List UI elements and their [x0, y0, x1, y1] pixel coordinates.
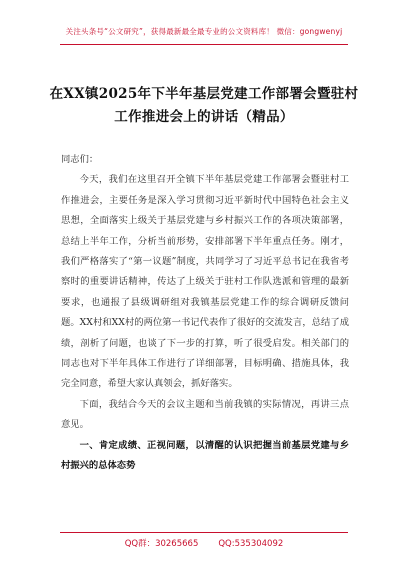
salutation: 同志们： [61, 154, 99, 165]
title-line-1: 在XX镇2025年下半年基层党建工作部署会暨驻村 [49, 86, 359, 102]
paragraph-transition: 下面，我结合今天的会议主题和当前我镇的实际情况，再讲三点意见。 [61, 398, 349, 431]
footer-qq: QQ:535304092 [218, 539, 284, 549]
header-divider [60, 44, 348, 45]
footer-divider [60, 532, 348, 533]
footer-qq-group: QQ群：30265665 [124, 539, 199, 549]
document-body [61, 150, 349, 477]
footer [0, 537, 408, 549]
section-heading-1: 一、肯定成绩、正视问题，以清醒的认识把握当前基层党建与乡村振兴的总体态势 [61, 439, 349, 472]
paragraph-opening: 今天，我们在这里召开全镇下半年基层党建工作部署会暨驻村工作推进会，主要任务是深入学习贯彻习近平新时代中国特色社会主义思想，全面落实上级关于基层党建与乡村振兴工作的各项决策部署，总结上半年工作，分析当前形势，安排部署下半年重点任务。刚才，我们严格落实了“第一议题”制度，共同学习了习近平总书记在我省考察时的重要讲话精神，传达了上级关于驻村工作队选派和管理的最新要求，也通报了县级调研组对我镇基层党建工作的综合调研反馈问题。XX村和XX村的两位第一书记代表作了很好的交流发言，总结了成绩，剖析了问题，也谈了下一步的打算，听了很受启发。相关部门的同志也对下半年具体工作进行了详细部署，目标明确、措施具体，我完全同意，希望大家认真领会，抓好落实。 [61, 174, 349, 390]
header-banner: 关注头条号“公文研究”，获得最新最全最专业的公文资料库！ 微信：gongwenyj [65, 27, 343, 36]
title-line-2: 工作推进会上的讲话（精品） [114, 109, 294, 125]
document-title [40, 83, 368, 129]
